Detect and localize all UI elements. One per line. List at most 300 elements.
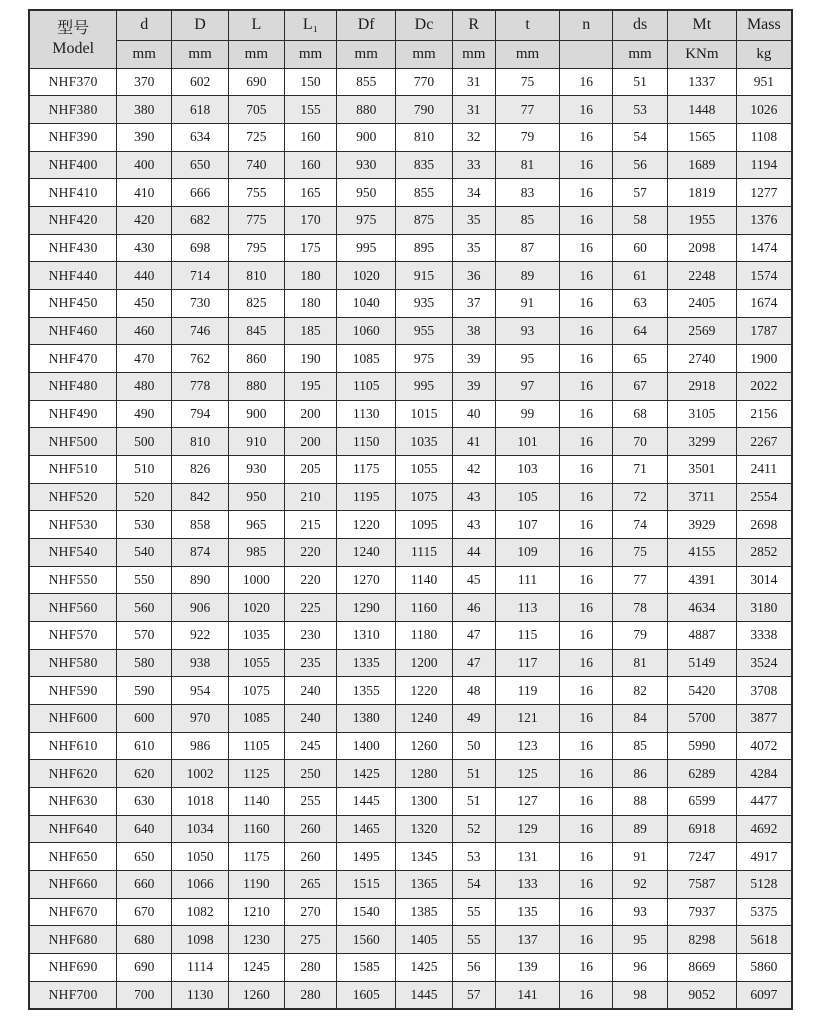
table-row bbox=[29, 234, 792, 262]
value-cell: 31 bbox=[452, 68, 495, 96]
value-cell: 75 bbox=[495, 68, 560, 96]
value-cell: 93 bbox=[495, 317, 560, 345]
value-cell: 380 bbox=[117, 96, 172, 124]
value-cell: 16 bbox=[560, 677, 613, 705]
value-cell: 1345 bbox=[396, 843, 453, 871]
value-cell: 1560 bbox=[337, 926, 396, 954]
value-cell: 1955 bbox=[668, 206, 737, 234]
value-cell: 16 bbox=[560, 372, 613, 400]
value-cell: 880 bbox=[229, 372, 285, 400]
value-cell: 4072 bbox=[736, 732, 792, 760]
value-cell: 880 bbox=[337, 96, 396, 124]
value-cell: 185 bbox=[284, 317, 337, 345]
value-cell: 84 bbox=[613, 704, 668, 732]
value-cell: 35 bbox=[452, 234, 495, 262]
value-cell: 4634 bbox=[668, 594, 737, 622]
value-cell: 95 bbox=[495, 345, 560, 373]
model-cell: NHF580 bbox=[29, 649, 117, 677]
model-cell: NHF480 bbox=[29, 372, 117, 400]
value-cell: 1448 bbox=[668, 96, 737, 124]
value-cell: 240 bbox=[284, 677, 337, 705]
table-row bbox=[29, 317, 792, 345]
value-cell: 690 bbox=[229, 68, 285, 96]
value-cell: 111 bbox=[495, 566, 560, 594]
value-cell: 137 bbox=[495, 926, 560, 954]
value-cell: 5420 bbox=[668, 677, 737, 705]
value-cell: 9052 bbox=[668, 981, 737, 1009]
value-cell: 117 bbox=[495, 649, 560, 677]
value-cell: 96 bbox=[613, 954, 668, 982]
value-cell: 1405 bbox=[396, 926, 453, 954]
value-cell: 938 bbox=[172, 649, 229, 677]
model-cell: NHF660 bbox=[29, 870, 117, 898]
value-cell: 1245 bbox=[229, 954, 285, 982]
value-cell: 54 bbox=[613, 123, 668, 151]
value-cell: 39 bbox=[452, 372, 495, 400]
value-cell: 67 bbox=[613, 372, 668, 400]
table-row bbox=[29, 760, 792, 788]
value-cell: 101 bbox=[495, 428, 560, 456]
value-cell: 3929 bbox=[668, 511, 737, 539]
col-header-ds: ds bbox=[613, 10, 668, 40]
value-cell: 875 bbox=[396, 206, 453, 234]
value-cell: 682 bbox=[172, 206, 229, 234]
value-cell: 55 bbox=[452, 926, 495, 954]
value-cell: 16 bbox=[560, 843, 613, 871]
col-header-Mt: Mt bbox=[668, 10, 737, 40]
value-cell: 1055 bbox=[229, 649, 285, 677]
value-cell: 890 bbox=[172, 566, 229, 594]
value-cell: 440 bbox=[117, 262, 172, 290]
value-cell: 1140 bbox=[396, 566, 453, 594]
value-cell: 390 bbox=[117, 123, 172, 151]
value-cell: 245 bbox=[284, 732, 337, 760]
value-cell: 56 bbox=[452, 954, 495, 982]
value-cell: 3299 bbox=[668, 428, 737, 456]
value-cell: 810 bbox=[229, 262, 285, 290]
value-cell: 1060 bbox=[337, 317, 396, 345]
value-cell: 16 bbox=[560, 151, 613, 179]
value-cell: 5128 bbox=[736, 870, 792, 898]
value-cell: 5860 bbox=[736, 954, 792, 982]
table-row bbox=[29, 289, 792, 317]
value-cell: 47 bbox=[452, 621, 495, 649]
value-cell: 860 bbox=[229, 345, 285, 373]
value-cell: 1445 bbox=[396, 981, 453, 1009]
value-cell: 89 bbox=[613, 815, 668, 843]
value-cell: 280 bbox=[284, 954, 337, 982]
value-cell: 129 bbox=[495, 815, 560, 843]
value-cell: 480 bbox=[117, 372, 172, 400]
value-cell: 725 bbox=[229, 123, 285, 151]
model-label-en: Model bbox=[52, 40, 95, 58]
value-cell: 175 bbox=[284, 234, 337, 262]
value-cell: 64 bbox=[613, 317, 668, 345]
value-cell: 85 bbox=[613, 732, 668, 760]
table-row bbox=[29, 870, 792, 898]
value-cell: 2248 bbox=[668, 262, 737, 290]
value-cell: 1220 bbox=[337, 511, 396, 539]
value-cell: 16 bbox=[560, 981, 613, 1009]
value-cell: 6097 bbox=[736, 981, 792, 1009]
value-cell: 7247 bbox=[668, 843, 737, 871]
unit-ds: mm bbox=[613, 40, 668, 68]
value-cell: 930 bbox=[229, 455, 285, 483]
value-cell: 98 bbox=[613, 981, 668, 1009]
value-cell: 915 bbox=[396, 262, 453, 290]
model-cell: NHF500 bbox=[29, 428, 117, 456]
spec-table bbox=[28, 9, 793, 1010]
value-cell: 43 bbox=[452, 511, 495, 539]
value-cell: 3877 bbox=[736, 704, 792, 732]
table-row bbox=[29, 428, 792, 456]
model-cell: NHF470 bbox=[29, 345, 117, 373]
value-cell: 1160 bbox=[229, 815, 285, 843]
value-cell: 1385 bbox=[396, 898, 453, 926]
value-cell: 225 bbox=[284, 594, 337, 622]
value-cell: 16 bbox=[560, 566, 613, 594]
table-row bbox=[29, 483, 792, 511]
unit-Dc: mm bbox=[396, 40, 453, 68]
value-cell: 6289 bbox=[668, 760, 737, 788]
value-cell: 1026 bbox=[736, 96, 792, 124]
value-cell: 1002 bbox=[172, 760, 229, 788]
value-cell: 1605 bbox=[337, 981, 396, 1009]
unit-d: mm bbox=[117, 40, 172, 68]
value-cell: 1194 bbox=[736, 151, 792, 179]
value-cell: 265 bbox=[284, 870, 337, 898]
value-cell: 3014 bbox=[736, 566, 792, 594]
value-cell: 2740 bbox=[668, 345, 737, 373]
value-cell: 510 bbox=[117, 455, 172, 483]
value-cell: 1819 bbox=[668, 179, 737, 207]
value-cell: 895 bbox=[396, 234, 453, 262]
value-cell: 16 bbox=[560, 206, 613, 234]
value-cell: 1140 bbox=[229, 787, 285, 815]
table-row bbox=[29, 926, 792, 954]
col-header-d: d bbox=[117, 10, 172, 40]
value-cell: 2411 bbox=[736, 455, 792, 483]
table-row bbox=[29, 262, 792, 290]
value-cell: 57 bbox=[613, 179, 668, 207]
table-row bbox=[29, 206, 792, 234]
table-row bbox=[29, 843, 792, 871]
value-cell: 16 bbox=[560, 732, 613, 760]
value-cell: 660 bbox=[117, 870, 172, 898]
table-row bbox=[29, 68, 792, 96]
value-cell: 1335 bbox=[337, 649, 396, 677]
value-cell: 16 bbox=[560, 511, 613, 539]
value-cell: 74 bbox=[613, 511, 668, 539]
table-row bbox=[29, 455, 792, 483]
value-cell: 280 bbox=[284, 981, 337, 1009]
value-cell: 75 bbox=[613, 538, 668, 566]
value-cell: 4391 bbox=[668, 566, 737, 594]
value-cell: 1230 bbox=[229, 926, 285, 954]
value-cell: 1085 bbox=[337, 345, 396, 373]
model-cell: NHF390 bbox=[29, 123, 117, 151]
value-cell: 1105 bbox=[229, 732, 285, 760]
value-cell: 2022 bbox=[736, 372, 792, 400]
value-cell: 450 bbox=[117, 289, 172, 317]
value-cell: 3501 bbox=[668, 455, 737, 483]
value-cell: 16 bbox=[560, 649, 613, 677]
value-cell: 470 bbox=[117, 345, 172, 373]
value-cell: 1270 bbox=[337, 566, 396, 594]
value-cell: 16 bbox=[560, 594, 613, 622]
value-cell: 16 bbox=[560, 926, 613, 954]
value-cell: 1098 bbox=[172, 926, 229, 954]
value-cell: 634 bbox=[172, 123, 229, 151]
value-cell: 16 bbox=[560, 704, 613, 732]
model-cell: NHF410 bbox=[29, 179, 117, 207]
value-cell: 1240 bbox=[337, 538, 396, 566]
value-cell: 1075 bbox=[229, 677, 285, 705]
value-cell: 1515 bbox=[337, 870, 396, 898]
value-cell: 37 bbox=[452, 289, 495, 317]
value-cell: 1280 bbox=[396, 760, 453, 788]
value-cell: 220 bbox=[284, 566, 337, 594]
col-header-t: t bbox=[495, 10, 560, 40]
value-cell: 746 bbox=[172, 317, 229, 345]
value-cell: 5618 bbox=[736, 926, 792, 954]
value-cell: 1689 bbox=[668, 151, 737, 179]
value-cell: 58 bbox=[613, 206, 668, 234]
value-cell: 650 bbox=[172, 151, 229, 179]
model-cell: NHF550 bbox=[29, 566, 117, 594]
value-cell: 1190 bbox=[229, 870, 285, 898]
value-cell: 826 bbox=[172, 455, 229, 483]
value-cell: 235 bbox=[284, 649, 337, 677]
value-cell: 950 bbox=[229, 483, 285, 511]
value-cell: 955 bbox=[396, 317, 453, 345]
value-cell: 54 bbox=[452, 870, 495, 898]
value-cell: 88 bbox=[613, 787, 668, 815]
value-cell: 1320 bbox=[396, 815, 453, 843]
value-cell: 1674 bbox=[736, 289, 792, 317]
model-cell: NHF690 bbox=[29, 954, 117, 982]
value-cell: 6599 bbox=[668, 787, 737, 815]
col-header-L: L bbox=[229, 10, 285, 40]
value-cell: 4155 bbox=[668, 538, 737, 566]
value-cell: 705 bbox=[229, 96, 285, 124]
value-cell: 550 bbox=[117, 566, 172, 594]
model-cell: NHF650 bbox=[29, 843, 117, 871]
value-cell: 1290 bbox=[337, 594, 396, 622]
value-cell: 131 bbox=[495, 843, 560, 871]
table-row bbox=[29, 372, 792, 400]
value-cell: 1310 bbox=[337, 621, 396, 649]
value-cell: 855 bbox=[396, 179, 453, 207]
value-cell: 250 bbox=[284, 760, 337, 788]
value-cell: 40 bbox=[452, 400, 495, 428]
value-cell: 51 bbox=[452, 760, 495, 788]
table-row bbox=[29, 704, 792, 732]
value-cell: 16 bbox=[560, 787, 613, 815]
model-header-cell bbox=[29, 10, 117, 68]
model-cell: NHF530 bbox=[29, 511, 117, 539]
value-cell: 460 bbox=[117, 317, 172, 345]
value-cell: 200 bbox=[284, 400, 337, 428]
value-cell: 1565 bbox=[668, 123, 737, 151]
value-cell: 160 bbox=[284, 151, 337, 179]
header-unit-row bbox=[29, 40, 792, 68]
model-cell: NHF540 bbox=[29, 538, 117, 566]
model-cell: NHF370 bbox=[29, 68, 117, 96]
value-cell: 922 bbox=[172, 621, 229, 649]
value-cell: 975 bbox=[396, 345, 453, 373]
value-cell: 1095 bbox=[396, 511, 453, 539]
value-cell: 16 bbox=[560, 760, 613, 788]
value-cell: 16 bbox=[560, 317, 613, 345]
table-row bbox=[29, 815, 792, 843]
value-cell: 430 bbox=[117, 234, 172, 262]
value-cell: 910 bbox=[229, 428, 285, 456]
value-cell: 995 bbox=[337, 234, 396, 262]
value-cell: 91 bbox=[495, 289, 560, 317]
value-cell: 52 bbox=[452, 815, 495, 843]
value-cell: 16 bbox=[560, 483, 613, 511]
value-cell: 650 bbox=[117, 843, 172, 871]
value-cell: 1540 bbox=[337, 898, 396, 926]
value-cell: 790 bbox=[396, 96, 453, 124]
unit-Mass: kg bbox=[736, 40, 792, 68]
value-cell: 4477 bbox=[736, 787, 792, 815]
table-row bbox=[29, 400, 792, 428]
value-cell: 81 bbox=[613, 649, 668, 677]
value-cell: 230 bbox=[284, 621, 337, 649]
table-row bbox=[29, 787, 792, 815]
value-cell: 602 bbox=[172, 68, 229, 96]
value-cell: 420 bbox=[117, 206, 172, 234]
value-cell: 91 bbox=[613, 843, 668, 871]
value-cell: 1260 bbox=[229, 981, 285, 1009]
value-cell: 520 bbox=[117, 483, 172, 511]
value-cell: 410 bbox=[117, 179, 172, 207]
value-cell: 1018 bbox=[172, 787, 229, 815]
value-cell: 950 bbox=[337, 179, 396, 207]
value-cell: 46 bbox=[452, 594, 495, 622]
value-cell: 180 bbox=[284, 262, 337, 290]
value-cell: 1160 bbox=[396, 594, 453, 622]
value-cell: 61 bbox=[613, 262, 668, 290]
value-cell: 7937 bbox=[668, 898, 737, 926]
value-cell: 775 bbox=[229, 206, 285, 234]
value-cell: 1474 bbox=[736, 234, 792, 262]
table-body bbox=[29, 68, 792, 1009]
value-cell: 1277 bbox=[736, 179, 792, 207]
value-cell: 975 bbox=[337, 206, 396, 234]
value-cell: 1200 bbox=[396, 649, 453, 677]
value-cell: 600 bbox=[117, 704, 172, 732]
value-cell: 1035 bbox=[396, 428, 453, 456]
value-cell: 825 bbox=[229, 289, 285, 317]
value-cell: 560 bbox=[117, 594, 172, 622]
value-cell: 44 bbox=[452, 538, 495, 566]
value-cell: 16 bbox=[560, 68, 613, 96]
value-cell: 16 bbox=[560, 179, 613, 207]
header-label-row bbox=[29, 10, 792, 40]
value-cell: 1055 bbox=[396, 455, 453, 483]
table-row bbox=[29, 677, 792, 705]
value-cell: 1020 bbox=[337, 262, 396, 290]
value-cell: 105 bbox=[495, 483, 560, 511]
model-cell: NHF560 bbox=[29, 594, 117, 622]
value-cell: 500 bbox=[117, 428, 172, 456]
model-cell: NHF640 bbox=[29, 815, 117, 843]
value-cell: 1125 bbox=[229, 760, 285, 788]
value-cell: 1175 bbox=[337, 455, 396, 483]
value-cell: 16 bbox=[560, 954, 613, 982]
value-cell: 68 bbox=[613, 400, 668, 428]
value-cell: 16 bbox=[560, 123, 613, 151]
col-header-Dc: Dc bbox=[396, 10, 453, 40]
value-cell: 970 bbox=[172, 704, 229, 732]
value-cell: 835 bbox=[396, 151, 453, 179]
value-cell: 1585 bbox=[337, 954, 396, 982]
table-row bbox=[29, 345, 792, 373]
model-cell: NHF400 bbox=[29, 151, 117, 179]
value-cell: 32 bbox=[452, 123, 495, 151]
value-cell: 1020 bbox=[229, 594, 285, 622]
value-cell: 1040 bbox=[337, 289, 396, 317]
value-cell: 34 bbox=[452, 179, 495, 207]
unit-n bbox=[560, 40, 613, 68]
value-cell: 45 bbox=[452, 566, 495, 594]
value-cell: 906 bbox=[172, 594, 229, 622]
table-row bbox=[29, 538, 792, 566]
value-cell: 160 bbox=[284, 123, 337, 151]
unit-Mt: KNm bbox=[668, 40, 737, 68]
value-cell: 2405 bbox=[668, 289, 737, 317]
value-cell: 778 bbox=[172, 372, 229, 400]
value-cell: 3708 bbox=[736, 677, 792, 705]
value-cell: 71 bbox=[613, 455, 668, 483]
value-cell: 620 bbox=[117, 760, 172, 788]
value-cell: 36 bbox=[452, 262, 495, 290]
value-cell: 1114 bbox=[172, 954, 229, 982]
value-cell: 82 bbox=[613, 677, 668, 705]
value-cell: 57 bbox=[452, 981, 495, 1009]
value-cell: 200 bbox=[284, 428, 337, 456]
value-cell: 135 bbox=[495, 898, 560, 926]
value-cell: 4917 bbox=[736, 843, 792, 871]
value-cell: 3180 bbox=[736, 594, 792, 622]
value-cell: 1400 bbox=[337, 732, 396, 760]
value-cell: 93 bbox=[613, 898, 668, 926]
value-cell: 1240 bbox=[396, 704, 453, 732]
value-cell: 70 bbox=[613, 428, 668, 456]
unit-R: mm bbox=[452, 40, 495, 68]
value-cell: 400 bbox=[117, 151, 172, 179]
value-cell: 16 bbox=[560, 898, 613, 926]
value-cell: 16 bbox=[560, 538, 613, 566]
value-cell: 99 bbox=[495, 400, 560, 428]
value-cell: 1175 bbox=[229, 843, 285, 871]
model-cell: NHF680 bbox=[29, 926, 117, 954]
value-cell: 155 bbox=[284, 96, 337, 124]
value-cell: 740 bbox=[229, 151, 285, 179]
value-cell: 5700 bbox=[668, 704, 737, 732]
value-cell: 205 bbox=[284, 455, 337, 483]
value-cell: 1034 bbox=[172, 815, 229, 843]
value-cell: 39 bbox=[452, 345, 495, 373]
value-cell: 1425 bbox=[337, 760, 396, 788]
model-cell: NHF450 bbox=[29, 289, 117, 317]
model-cell: NHF610 bbox=[29, 732, 117, 760]
value-cell: 2156 bbox=[736, 400, 792, 428]
table-row bbox=[29, 566, 792, 594]
